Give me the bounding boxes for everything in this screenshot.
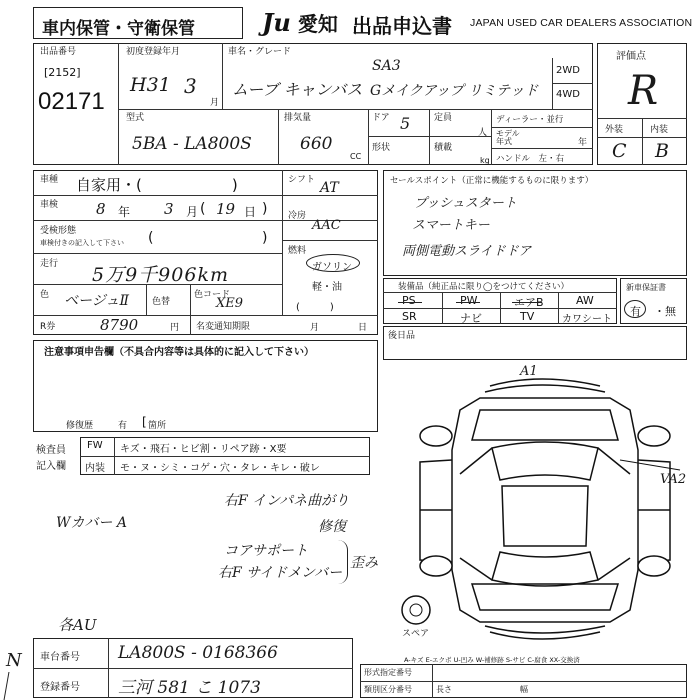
association-name: JAPAN USED CAR DEALERS ASSOCIATION [470,17,693,29]
lot-number: 02171 [38,88,105,115]
vehicle-type-label: 車種 [40,175,59,185]
plate-label: 登録番号 [40,682,80,693]
plate-value: 三河 581 こ 1073 [118,678,261,698]
inspection-month: 3 [164,200,174,218]
person-unit: 人 [478,128,488,138]
fuel-gasoline: ガソリン [312,262,352,273]
equip-tv: TV [520,310,535,323]
fuel-light-oil: 軽・油 [312,282,342,293]
fuel-paren: ( ) [296,302,334,313]
dealer-label: ディーラー・並行 [496,115,564,125]
shift-value: AT [320,180,339,196]
receipt-sub: 車検付きの記入して下さい [40,239,124,247]
org-name: 愛知 [297,12,338,36]
repair-history-value: 有 [118,421,128,431]
car-name-label: 車名・グレード [228,47,292,57]
repair-history-label: 修復歴 [66,421,94,431]
warranty-no: ・無 [654,305,676,318]
car-grade: Gメイクアップ リミテッド [370,83,539,99]
handle-label: ハンドル 左・右 [496,154,565,164]
model-label: 型式 [126,113,145,123]
storage-label-box [33,7,243,39]
hw-mark-n: N [6,650,22,671]
roof [502,486,588,546]
hw-right-panel: 右F インパネ曲がり [224,493,350,509]
receipt-label: 受検形態 [40,226,77,236]
cc-unit: CC [350,152,362,161]
inspection-label: 車検 [40,200,59,210]
inspector-row-1: キズ・飛石・ヒビ割・リペア跡・X要 [120,444,287,455]
doors-value: 5 [400,114,411,133]
inspector-label-2: 記入欄 [36,461,66,472]
equip-airbag: エアB [514,296,544,309]
color-label: 色 [40,290,50,300]
hw-right-side-member: 右F サイドメンバー [218,565,343,581]
color-change-label: 色替 [152,297,171,307]
selling-points-label: セールスポイント（正常に機能するものに限ります） [390,176,594,186]
rear-hatch [472,584,618,610]
model-value: 5BA - LA800S [132,134,252,154]
score-value: R [628,68,659,114]
equip-navi: ナビ [460,312,482,325]
lot-small-number: [2152] [44,66,81,79]
drive-4wd: 4WD [556,89,580,100]
selling-point-2: スマートキー [412,218,490,233]
selling-point-1: プッシュスタート [414,196,517,211]
registration-month-unit: 月 [210,98,220,108]
hw-all-au: 各AU [58,616,97,634]
warranty-yes: 有 [630,305,641,318]
wheel-front-left [420,426,452,446]
windshield [492,442,598,480]
left-side [420,460,452,562]
displacement-value: 660 [300,134,333,154]
doors-label: ドア [372,113,390,123]
registration-month: 3 [184,74,197,98]
warranty-circle [624,300,646,318]
car-diagram [380,370,700,650]
notes-label: 注意事項申告欄（不具合内容等は具体的に記入して下さい） [44,347,314,358]
vehicle-type-value: 自家用・( ) [76,176,238,194]
repair-place: 箇所 [148,421,167,431]
notice-label: 名変通知期限 [196,322,251,332]
logo [262,8,338,37]
recycle-amount: 8790 [100,316,139,334]
displacement-label: 排気量 [284,113,312,123]
car-body-outline [452,398,638,622]
hood [472,410,618,440]
length-label: 長さ [436,685,452,694]
score-label: 評価点 [616,51,646,62]
car-code: SA3 [372,58,401,74]
chassis-value: LA800S - 0168366 [118,643,278,663]
hw-bracket [336,540,348,584]
spare-tire-icon [402,596,430,624]
equip-sr: SR [402,310,417,323]
registration-label: 初度登録年月 [126,47,181,57]
load-label: 積載 [434,143,453,153]
ac-label: 冷房 [288,211,307,221]
inspection-year: 8 [96,200,106,218]
inspector-row-2: モ・ヌ・シミ・コゲ・穴・タレ・キレ・破レ [120,463,320,474]
selling-point-3: 両側電動スライドドア [402,244,532,259]
inspection-day: 19 [216,200,236,218]
wheel-rear-left [420,556,452,576]
wheel-rear-right [638,556,670,576]
diagram-mark-a1: A1 [520,364,538,379]
equip-ps: PS [402,294,416,307]
fuel-circle [306,254,360,272]
inspector-naiso: 内装 [85,463,105,474]
equip-aw: AW [576,294,594,307]
wheel-front-right [638,426,670,446]
mileage-value: 5万9千906km [92,264,229,286]
model-year-label: モデル 年式 [496,129,520,146]
kg-unit: kg [480,156,490,165]
logo-mark: Ju [262,8,291,37]
width-label: 幅 [520,685,528,694]
ac-value: AAC [312,218,341,233]
hw-core-support: コアサポート [224,543,308,559]
color-code-value: XE9 [216,296,244,311]
right-side [638,460,670,562]
ext-score: C [612,140,627,162]
color-value: ベージュⅡ [64,293,129,309]
capacity-label: 定員 [434,113,453,123]
inspector-label-1: 検査員 [36,445,66,456]
later-items-box [383,326,687,360]
rear-window [492,552,598,586]
hw-wiper-cover: Wカバー A [56,515,127,531]
recycle-label: R券 [40,322,56,332]
year-unit: 年 [578,138,588,148]
certify-label: 形式指定番号 [364,668,412,677]
int-label: 内装 [650,125,669,135]
damage-legend: A-キズ E-エクボ U-凹み W-補修跡 S-サビ C-腐食 XX-交換済 [404,656,580,664]
category-label: 類別区分番号 [364,685,412,694]
shift-label: シフト [288,175,316,185]
storage-label: 車内保管・守衛保管 [42,19,195,39]
shape-label: 形状 [372,143,391,153]
drive-2wd: 2WD [556,65,580,76]
diagram-mark-va2: VA2 [660,472,687,487]
equip-leather-seat: カワシート [562,314,612,325]
inspector-fw: FW [87,440,103,451]
later-items-label: 後日品 [388,331,416,341]
warranty-label: 新車保証書 [626,283,666,292]
ext-label: 外装 [605,125,624,135]
notice-month: 月 [310,323,320,333]
notice-day: 日 [358,323,368,333]
form-title: 出品申込書 [352,14,452,38]
spare-label: スペア [402,629,430,639]
equip-pw: PW [460,294,478,307]
lot-label: 出品番号 [40,47,77,57]
hw-fixed: 修復 [318,519,346,535]
equipment-label: 装備品（純正品に限り◯をつけてください） [398,282,570,292]
car-name: ムーブ キャンバス [232,80,363,99]
fuel-label: 燃料 [288,246,307,256]
mileage-label: 走行 [40,259,59,269]
color-code-label: 色コード [194,290,231,300]
registration-era-year: H31 [130,74,171,96]
yen-unit: 円 [170,323,180,333]
int-score: B [655,140,669,162]
hw-distortion: 歪み [350,555,378,571]
chassis-label: 車台番号 [40,652,80,663]
